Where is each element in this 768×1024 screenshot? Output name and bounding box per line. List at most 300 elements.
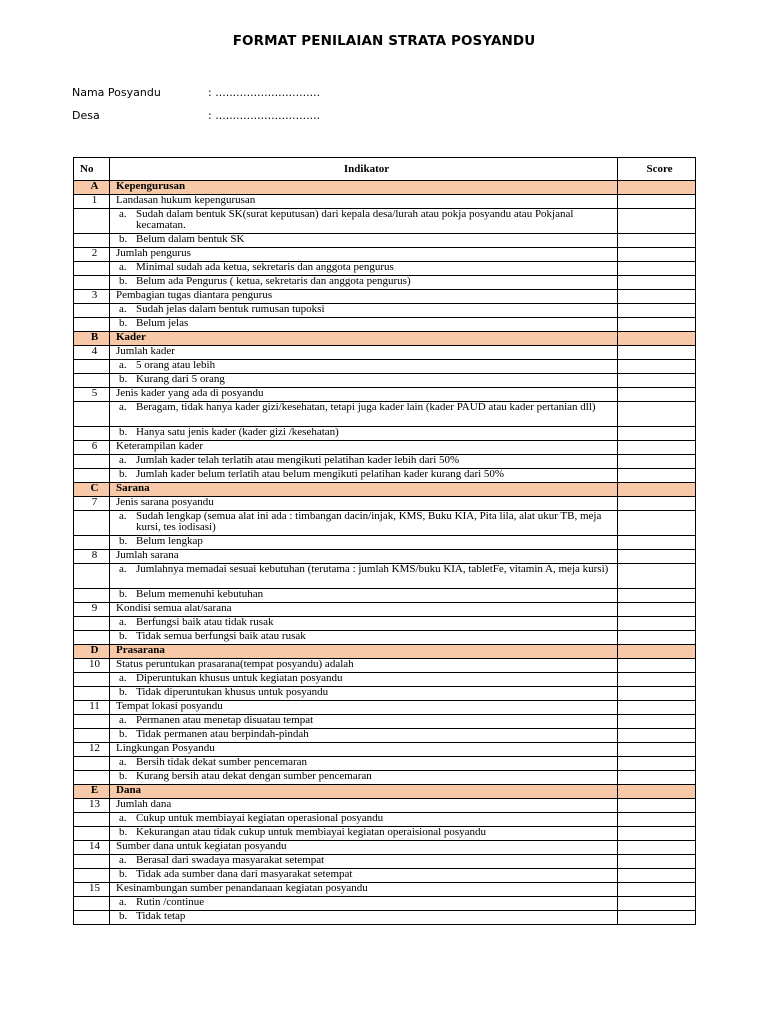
option-item [116, 536, 617, 547]
option-text: Tidak tetap [136, 910, 186, 922]
score-cell[interactable] [618, 234, 696, 248]
page-title: FORMAT PENILAIAN STRATA POSYANDU [232, 33, 536, 49]
option-letter: a. [119, 401, 127, 413]
field-value[interactable]: : .............................. [208, 86, 321, 99]
row-number [74, 589, 110, 603]
indicator-text: Tempat lokasi posyandu [110, 701, 618, 715]
option-row [74, 687, 696, 701]
row-number: E [74, 785, 110, 799]
option-item [116, 427, 617, 438]
option-item [116, 564, 617, 575]
option-item [116, 869, 617, 880]
option-item [116, 757, 617, 768]
option-row [74, 402, 696, 427]
option-item [116, 617, 617, 628]
score-cell[interactable] [618, 483, 696, 497]
option-row [74, 715, 696, 729]
indicator-row [74, 743, 696, 757]
score-cell[interactable] [618, 497, 696, 511]
indicator-text: Jumlah pengurus [110, 248, 618, 262]
row-number [74, 402, 110, 427]
option-cell [110, 729, 618, 743]
option-cell [110, 427, 618, 441]
row-number [74, 715, 110, 729]
score-cell[interactable] [618, 757, 696, 771]
option-item [116, 715, 617, 726]
row-number [74, 673, 110, 687]
option-letter: b. [119, 728, 128, 740]
option-row [74, 374, 696, 388]
option-text: Minimal sudah ada ketua, sekretaris dan anggota pengurus [136, 261, 394, 273]
indicator-row [74, 603, 696, 617]
row-number [74, 209, 110, 234]
option-cell [110, 617, 618, 631]
option-item [116, 589, 617, 600]
option-row [74, 234, 696, 248]
option-text: Belum ada Pengurus ( ketua, sekretaris dan anggota pengurus) [136, 275, 411, 287]
row-number: 9 [74, 603, 110, 617]
indicator-text: Jumlah dana [110, 799, 618, 813]
row-number: B [74, 332, 110, 346]
option-item [116, 234, 617, 245]
indicator-text: Status peruntukan prasarana(tempat posyandu) adalah [110, 659, 618, 673]
option-letter: a. [119, 208, 127, 220]
score-cell[interactable] [618, 564, 696, 589]
indicator-row [74, 388, 696, 402]
row-number [74, 911, 110, 925]
indicator-row [74, 497, 696, 511]
row-number: 14 [74, 841, 110, 855]
row-number [74, 631, 110, 645]
row-number: 8 [74, 550, 110, 564]
option-item [116, 771, 617, 782]
option-letter: b. [119, 686, 128, 698]
option-letter: b. [119, 317, 128, 329]
row-number: 11 [74, 701, 110, 715]
option-letter: a. [119, 714, 127, 726]
score-cell[interactable] [618, 276, 696, 290]
score-cell[interactable] [618, 827, 696, 841]
indicator-row [74, 799, 696, 813]
option-item [116, 673, 617, 684]
indicator-text: Lingkungan Posyandu [110, 743, 618, 757]
score-cell[interactable] [618, 631, 696, 645]
option-row [74, 617, 696, 631]
option-row [74, 318, 696, 332]
option-text: Beragam, tidak hanya kader gizi/kesehatan, tetapi juga kader lain (kader PAUD atau kader pertanian dll) [136, 401, 596, 413]
option-cell [110, 402, 618, 427]
option-text: Jumlah kader telah terlatih atau mengikuti pelatihan kader lebih dari 50% [136, 454, 460, 466]
row-number [74, 869, 110, 883]
score-cell[interactable] [618, 304, 696, 318]
option-item [116, 304, 617, 315]
option-cell [110, 869, 618, 883]
score-cell[interactable] [618, 195, 696, 209]
option-cell [110, 673, 618, 687]
option-cell [110, 897, 618, 911]
option-row [74, 673, 696, 687]
option-cell [110, 813, 618, 827]
row-number [74, 511, 110, 536]
option-text: Hanya satu jenis kader (kader gizi /kesehatan) [136, 426, 339, 438]
field-value[interactable]: : .............................. [208, 109, 321, 122]
option-row [74, 276, 696, 290]
field-nama-posyandu [72, 86, 320, 99]
field-desa [72, 109, 320, 122]
score-cell[interactable] [618, 687, 696, 701]
header-score: Score [618, 158, 696, 181]
row-number: 7 [74, 497, 110, 511]
row-number: C [74, 483, 110, 497]
indicator-row [74, 701, 696, 715]
score-cell[interactable] [618, 799, 696, 813]
field-label: Desa [72, 109, 100, 122]
row-number: 3 [74, 290, 110, 304]
option-text: Tidak diperuntukan khusus untuk posyandu [136, 686, 329, 698]
option-cell [110, 911, 618, 925]
score-cell[interactable] [618, 841, 696, 855]
option-cell [110, 564, 618, 589]
score-cell[interactable] [618, 455, 696, 469]
option-letter: b. [119, 468, 128, 480]
option-row [74, 455, 696, 469]
score-cell[interactable] [618, 332, 696, 346]
option-item [116, 469, 617, 480]
option-letter: b. [119, 868, 128, 880]
option-letter: a. [119, 454, 127, 466]
option-cell [110, 276, 618, 290]
indicator-text: Sumber dana untuk kegiatan posyandu [110, 841, 618, 855]
row-number: 4 [74, 346, 110, 360]
score-cell[interactable] [618, 536, 696, 550]
option-cell [110, 715, 618, 729]
option-letter: b. [119, 910, 128, 922]
score-cell[interactable] [618, 469, 696, 483]
score-cell[interactable] [618, 855, 696, 869]
option-letter: b. [119, 588, 128, 600]
indicator-row [74, 550, 696, 564]
row-number [74, 536, 110, 550]
assessment-table [73, 157, 696, 925]
option-text: Jumlahnya memadai sesuai kebutuhan (terutama : jumlah KMS/buku KIA, tabletFe, vitamin A, meja kursi) [136, 563, 609, 575]
score-cell[interactable] [618, 441, 696, 455]
option-item [116, 631, 617, 642]
option-row [74, 427, 696, 441]
option-item [116, 276, 617, 287]
option-letter: b. [119, 535, 128, 547]
option-cell [110, 469, 618, 483]
option-text: Sudah dalam bentuk SK(surat keputusan) dari kepala desa/lurah atau pokja posyandu atau Pokjanal kecamatan. [136, 208, 574, 231]
score-cell[interactable] [618, 785, 696, 799]
option-text: Cukup untuk membiayai kegiatan operasional posyandu [136, 812, 384, 824]
section-row [74, 332, 696, 346]
section-title: Kepengurusan [110, 181, 618, 195]
option-item [116, 318, 617, 329]
indicator-text: Jumlah kader [110, 346, 618, 360]
table-header-row [74, 158, 696, 181]
score-cell[interactable] [618, 869, 696, 883]
option-cell [110, 374, 618, 388]
score-cell[interactable] [618, 589, 696, 603]
option-cell [110, 209, 618, 234]
row-number: 5 [74, 388, 110, 402]
row-number [74, 757, 110, 771]
row-number: 6 [74, 441, 110, 455]
option-item [116, 911, 617, 922]
option-cell [110, 687, 618, 701]
indicator-row [74, 659, 696, 673]
option-text: Rutin /continue [136, 896, 205, 908]
option-letter: a. [119, 510, 127, 522]
option-cell [110, 855, 618, 869]
indicator-row [74, 290, 696, 304]
score-cell[interactable] [618, 511, 696, 536]
indicator-row [74, 441, 696, 455]
score-cell[interactable] [618, 813, 696, 827]
row-number: 2 [74, 248, 110, 262]
score-cell[interactable] [618, 402, 696, 427]
option-row [74, 209, 696, 234]
row-number [74, 374, 110, 388]
score-cell[interactable] [618, 659, 696, 673]
option-cell [110, 827, 618, 841]
option-text: Sudah jelas dalam bentuk rumusan tupoksi [136, 303, 325, 315]
score-cell[interactable] [618, 603, 696, 617]
score-cell[interactable] [618, 701, 696, 715]
option-row [74, 813, 696, 827]
row-number [74, 617, 110, 631]
indicator-text: Pembagian tugas diantara pengurus [110, 290, 618, 304]
indicator-text: Jumlah sarana [110, 550, 618, 564]
option-letter: b. [119, 770, 128, 782]
score-cell[interactable] [618, 743, 696, 757]
option-item [116, 262, 617, 273]
option-letter: b. [119, 275, 128, 287]
option-item [116, 827, 617, 838]
score-cell[interactable] [618, 346, 696, 360]
option-item [116, 402, 617, 413]
score-cell[interactable] [618, 262, 696, 276]
row-number [74, 564, 110, 589]
row-number: A [74, 181, 110, 195]
row-number [74, 318, 110, 332]
option-row [74, 469, 696, 483]
option-letter: a. [119, 756, 127, 768]
option-row [74, 771, 696, 785]
section-row [74, 181, 696, 195]
option-text: Tidak permanen atau berpindah-pindah [136, 728, 309, 740]
indicator-text: Jenis kader yang ada di posyandu [110, 388, 618, 402]
option-row [74, 262, 696, 276]
row-number [74, 897, 110, 911]
section-title: Prasarana [110, 645, 618, 659]
option-cell [110, 304, 618, 318]
row-number [74, 276, 110, 290]
row-number [74, 687, 110, 701]
option-text: Berfungsi baik atau tidak rusak [136, 616, 274, 628]
score-cell[interactable] [618, 771, 696, 785]
option-letter: a. [119, 854, 127, 866]
score-cell[interactable] [618, 388, 696, 402]
row-number [74, 771, 110, 785]
score-cell[interactable] [618, 360, 696, 374]
row-number [74, 262, 110, 276]
option-letter: a. [119, 672, 127, 684]
option-row [74, 911, 696, 925]
option-row [74, 729, 696, 743]
row-number [74, 813, 110, 827]
section-row [74, 483, 696, 497]
option-row [74, 304, 696, 318]
header-no: No [74, 158, 110, 181]
option-item [116, 374, 617, 385]
table-body [74, 181, 696, 925]
section-row [74, 785, 696, 799]
option-cell [110, 234, 618, 248]
option-text: Permanen atau menetap disuatau tempat [136, 714, 314, 726]
option-row [74, 589, 696, 603]
option-row [74, 631, 696, 645]
option-cell [110, 511, 618, 536]
indicator-text: Kesinambungan sumber penandanaan kegiatan posyandu [110, 883, 618, 897]
option-row [74, 511, 696, 536]
option-text: Belum jelas [136, 317, 189, 329]
option-item [116, 897, 617, 908]
option-letter: a. [119, 359, 127, 371]
option-text: Kurang bersih atau dekat dengan sumber pencemaran [136, 770, 372, 782]
indicator-text: Kondisi semua alat/sarana [110, 603, 618, 617]
option-item [116, 360, 617, 371]
option-item [116, 855, 617, 866]
option-text: Diperuntukan khusus untuk kegiatan posyandu [136, 672, 343, 684]
score-cell[interactable] [618, 374, 696, 388]
indicator-row [74, 883, 696, 897]
indicator-text: Keterampilan kader [110, 441, 618, 455]
option-text: Sudah lengkap (semua alat ini ada : timbangan dacin/injak, KMS, Buku KIA, Pita lila, alat ukur TB, meja kursi, tes iodisasi) [136, 510, 602, 533]
option-letter: a. [119, 896, 127, 908]
header-indikator: Indikator [110, 158, 618, 181]
row-number: 10 [74, 659, 110, 673]
section-title: Sarana [110, 483, 618, 497]
option-item [116, 511, 617, 533]
score-cell[interactable] [618, 427, 696, 441]
option-text: Kurang dari 5 orang [136, 373, 225, 385]
section-row [74, 645, 696, 659]
option-row [74, 757, 696, 771]
option-text: Belum lengkap [136, 535, 203, 547]
option-item [116, 455, 617, 466]
option-letter: a. [119, 616, 127, 628]
indicator-text: Jenis sarana posyandu [110, 497, 618, 511]
option-cell [110, 455, 618, 469]
option-item [116, 813, 617, 824]
row-number: 15 [74, 883, 110, 897]
score-cell[interactable] [618, 318, 696, 332]
row-number [74, 469, 110, 483]
row-number [74, 827, 110, 841]
section-title: Kader [110, 332, 618, 346]
indicator-row [74, 195, 696, 209]
option-letter: b. [119, 426, 128, 438]
score-cell[interactable] [618, 645, 696, 659]
option-letter: b. [119, 233, 128, 245]
option-letter: b. [119, 826, 128, 838]
option-row [74, 869, 696, 883]
option-text: Bersih tidak dekat sumber pencemaran [136, 756, 308, 768]
row-number: 13 [74, 799, 110, 813]
option-cell [110, 631, 618, 645]
row-number [74, 455, 110, 469]
option-text: Berasal dari swadaya masyarakat setempat [136, 854, 325, 866]
option-letter: a. [119, 563, 127, 575]
option-cell [110, 360, 618, 374]
option-letter: a. [119, 303, 127, 315]
option-row [74, 360, 696, 374]
indicator-row [74, 841, 696, 855]
option-text: Tidak semua berfungsi baik atau rusak [136, 630, 306, 642]
option-row [74, 827, 696, 841]
indicator-row [74, 346, 696, 360]
option-cell [110, 589, 618, 603]
option-row [74, 536, 696, 550]
row-number: 1 [74, 195, 110, 209]
option-cell [110, 318, 618, 332]
option-text: Jumlah kader belum terlatih atau belum mengikuti pelatihan kader kurang dari 50% [136, 468, 505, 480]
score-cell[interactable] [618, 715, 696, 729]
row-number: 12 [74, 743, 110, 757]
row-number: D [74, 645, 110, 659]
option-item [116, 209, 617, 231]
score-cell[interactable] [618, 883, 696, 897]
score-cell[interactable] [618, 617, 696, 631]
score-cell[interactable] [618, 897, 696, 911]
section-title: Dana [110, 785, 618, 799]
row-number [74, 427, 110, 441]
option-cell [110, 536, 618, 550]
row-number [74, 855, 110, 869]
option-cell [110, 757, 618, 771]
row-number [74, 360, 110, 374]
score-cell[interactable] [618, 248, 696, 262]
option-cell [110, 771, 618, 785]
indicator-row [74, 248, 696, 262]
score-cell[interactable] [618, 729, 696, 743]
option-item [116, 687, 617, 698]
option-row [74, 855, 696, 869]
score-cell[interactable] [618, 290, 696, 304]
option-row [74, 564, 696, 589]
option-text: Kekurangan atau tidak cukup untuk membiayai kegiatan operaisional posyandu [136, 826, 487, 838]
option-text: Belum dalam bentuk SK [136, 233, 245, 245]
row-number [74, 304, 110, 318]
option-text: Belum memenuhi kebutuhan [136, 588, 264, 600]
option-letter: b. [119, 373, 128, 385]
option-text: 5 orang atau lebih [136, 359, 216, 371]
score-cell[interactable] [618, 911, 696, 925]
row-number [74, 729, 110, 743]
score-cell[interactable] [618, 181, 696, 195]
option-row [74, 897, 696, 911]
score-cell[interactable] [618, 550, 696, 564]
score-cell[interactable] [618, 673, 696, 687]
option-letter: b. [119, 630, 128, 642]
option-cell [110, 262, 618, 276]
option-item [116, 729, 617, 740]
indicator-text: Landasan hukum kepengurusan [110, 195, 618, 209]
row-number [74, 234, 110, 248]
score-cell[interactable] [618, 209, 696, 234]
field-label: Nama Posyandu [72, 86, 161, 99]
